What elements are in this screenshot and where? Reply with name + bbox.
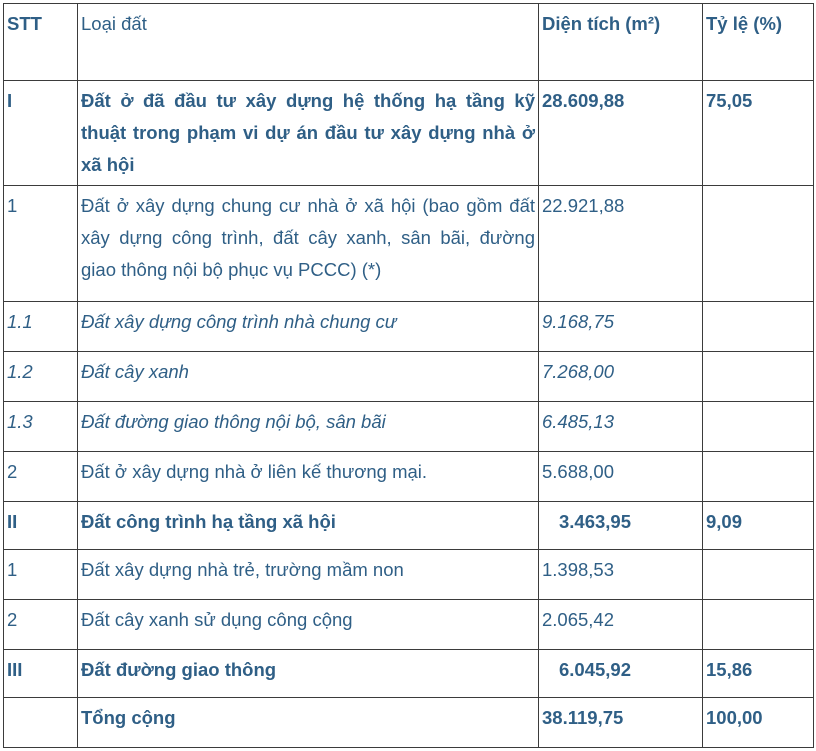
- table-row: [4, 81, 814, 186]
- row-area: 6.485,13: [539, 402, 703, 452]
- row-land-type: Đất công trình hạ tầng xã hội: [78, 502, 539, 550]
- row-ratio: [703, 302, 814, 352]
- row-land-type: Đất đường giao thông: [78, 650, 539, 698]
- row-area: 7.268,00: [539, 352, 703, 402]
- row-land-type: Đất xây dựng nhà trẻ, trường mầm non: [78, 550, 539, 600]
- table-row: [4, 302, 814, 352]
- row-land-type: Đất đường giao thông nội bộ, sân bãi: [78, 402, 539, 452]
- row-stt: 2: [4, 600, 78, 650]
- row-ratio: [703, 186, 814, 302]
- row-ratio: [703, 402, 814, 452]
- row-area: 2.065,42: [539, 600, 703, 650]
- header-land-type: Loại đất: [78, 4, 539, 81]
- row-ratio: 15,86: [703, 650, 814, 698]
- row-land-type: Đất cây xanh sử dụng công cộng: [78, 600, 539, 650]
- table-row: [4, 352, 814, 402]
- land-use-table: [3, 3, 814, 748]
- row-ratio: 9,09: [703, 502, 814, 550]
- row-area: 28.609,88: [539, 81, 703, 186]
- row-land-type: Đất ở đã đầu tư xây dựng hệ thống hạ tầng kỹ thuật trong phạm vi dự án đầu tư xây dựng nhà ở xã hội: [78, 81, 539, 186]
- header-stt: STT: [4, 4, 78, 81]
- row-land-type: Đất ở xây dựng chung cư nhà ở xã hội (bao gồm đất xây dựng công trình, đất cây xanh, sân bãi, đường giao thông nội bộ phục vụ PCCC) (*): [78, 186, 539, 302]
- table-row: [4, 402, 814, 452]
- table-row: [4, 452, 814, 502]
- row-land-type: Đất ở xây dựng nhà ở liên kế thương mại.: [78, 452, 539, 502]
- row-stt: 1.2: [4, 352, 78, 402]
- header-ratio: Tỷ lệ (%): [703, 4, 814, 81]
- row-area: 3.463,95: [539, 502, 703, 550]
- header-area: Diện tích (m²): [539, 4, 703, 81]
- row-stt: I: [4, 81, 78, 186]
- row-stt: 1: [4, 186, 78, 302]
- table-header-row: [4, 4, 814, 81]
- row-ratio: [703, 452, 814, 502]
- table-row: [4, 550, 814, 600]
- row-ratio: [703, 600, 814, 650]
- row-land-type: Đất xây dựng công trình nhà chung cư: [78, 302, 539, 352]
- row-area: 1.398,53: [539, 550, 703, 600]
- row-ratio: 100,00: [703, 698, 814, 748]
- row-stt: II: [4, 502, 78, 550]
- row-stt: 1.3: [4, 402, 78, 452]
- row-area: 38.119,75: [539, 698, 703, 748]
- table-row: [4, 502, 814, 550]
- row-stt: [4, 698, 78, 748]
- row-area: 22.921,88: [539, 186, 703, 302]
- row-ratio: [703, 352, 814, 402]
- row-stt: 1.1: [4, 302, 78, 352]
- row-ratio: [703, 550, 814, 600]
- row-stt: 2: [4, 452, 78, 502]
- row-area: 5.688,00: [539, 452, 703, 502]
- table-row: [4, 650, 814, 698]
- row-land-type: Đất cây xanh: [78, 352, 539, 402]
- row-stt: III: [4, 650, 78, 698]
- row-land-type: Tổng cộng: [78, 698, 539, 748]
- table-total-row: [4, 698, 814, 748]
- row-stt: 1: [4, 550, 78, 600]
- row-ratio: 75,05: [703, 81, 814, 186]
- table-row: [4, 186, 814, 302]
- table-row: [4, 600, 814, 650]
- row-area: 6.045,92: [539, 650, 703, 698]
- row-area: 9.168,75: [539, 302, 703, 352]
